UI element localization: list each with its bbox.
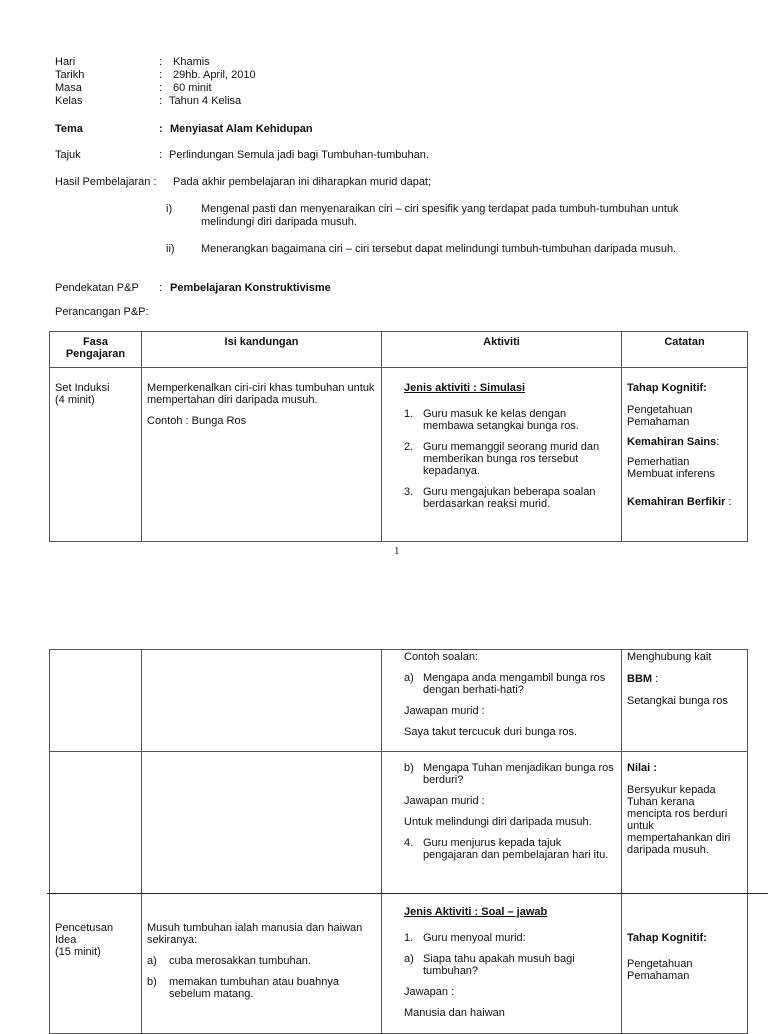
objective-text: Menerangkan bagaimana ciri – ciri tersebut dapat melindungi tumbuh-tumbuhan daripada musuh.	[201, 243, 677, 255]
catatan-cell: Tahap Kognitif: Pengetahuan Pemahaman Kemahiran Sains: Pemerhatian Membuat inferens Kemahiran Berfikir :	[622, 368, 748, 542]
tema-value: Menyiasat Alam Kehidupan	[170, 123, 313, 135]
header-isi: Isi kandungan	[142, 332, 382, 368]
aktiviti-cell: Contoh soalan: a) Mengapa anda mengambil bunga ros dengan berhati-hati? Jawapan murid : Saya takut tercucuk duri bunga ros.	[382, 650, 622, 752]
objective-num: ii)	[166, 243, 175, 255]
objective-num: i)	[166, 203, 173, 215]
masa-label: Masa	[55, 82, 82, 94]
table-row	[50, 752, 748, 894]
lesson-plan-table	[49, 331, 748, 542]
header-fasa: Fasa Pengajaran	[50, 332, 142, 368]
aktiviti-title: Jenis Aktiviti : Soal – jawab	[404, 906, 548, 918]
lesson-plan-table-continued	[49, 649, 748, 1034]
table-header-row	[50, 332, 748, 368]
table-row	[50, 650, 748, 752]
aktiviti-cell: b) Mengapa Tuhan menjadikan bunga ros berduri? Jawapan murid : Untuk melindungi diri daripada musuh. 4. Guru menjurus kepada tajuk pengajaran dan pembelajaran hari itu.	[382, 752, 622, 894]
aktiviti-title: Jenis aktiviti : Simulasi	[404, 382, 526, 394]
aktiviti-cell	[382, 368, 622, 542]
header-aktiviti: Aktiviti	[382, 332, 622, 368]
hari-value: Khamis	[173, 56, 210, 68]
objective-text: Mengenal pasti dan menyenaraikan ciri – ciri spesifik yang terdapat pada tumbuh-tumbuhan untuk melindungi diri daripada musuh.	[201, 203, 679, 228]
tarikh-label: Tarikh	[55, 69, 85, 81]
fasa-cell: Pencetusan Idea (15 minit)	[50, 894, 142, 1034]
isi-cell: Memperkenalkan ciri-ciri khas tumbuhan untuk mempertahan diri daripada musuh. Contoh : Bunga Ros	[142, 368, 382, 542]
isi-cell: Musuh tumbuhan ialah manusia dan haiwan sekiranya: a) cuba merosakkan tumbuhan. b) memakan tumbuhan atau buahnya sebelum matang.	[142, 894, 382, 1034]
masa-value: 60 minit	[173, 82, 212, 94]
table-row	[50, 368, 748, 542]
header-catatan: Catatan	[622, 332, 748, 368]
list-item: 2. Guru memanggil seorang murid dan memberikan bunga ros tersebut kepadanya.	[404, 441, 600, 477]
aktiviti-cell: Jenis Aktiviti : Soal – jawab 1. Guru menyoal murid: a) Siapa tahu apakah musuh bagi tumbuhan? Jawapan : Manusia dan haiwan	[382, 894, 622, 1034]
kelas-label: Kelas	[55, 95, 83, 107]
list-item: 1. Guru masuk ke kelas dengan membawa setangkai bunga ros.	[404, 408, 579, 432]
tajuk-value: Perlindungan Semula jadi bagi Tumbuhan-tumbuhan.	[169, 149, 429, 161]
pendekatan-label: Pendekatan P&P	[55, 282, 139, 294]
hasil-label: Hasil Pembelajaran :	[55, 176, 157, 188]
perancangan-label: Perancangan P&P:	[55, 306, 149, 318]
catatan-cell: Menghubung kait BBM : Setangkai bunga ros	[622, 650, 748, 752]
table-row	[50, 894, 748, 1034]
kelas-value: Tahun 4 Kelisa	[169, 95, 242, 107]
tajuk-label: Tajuk	[55, 149, 81, 161]
catatan-cell: Tahap Kognitif: Pengetahuan Pemahaman	[622, 894, 748, 1034]
hasil-value: Pada akhir pembelajaran ini diharapkan murid dapat;	[173, 176, 432, 188]
pendekatan-value: Pembelajaran Konstruktivisme	[170, 282, 331, 294]
list-item: 3. Guru mengajukan beberapa soalan berdasarkan reaksi murid.	[404, 486, 596, 510]
page-number: 1	[394, 545, 400, 557]
hari-label: Hari	[55, 56, 76, 68]
tarikh-value: 29hb. April, 2010	[173, 69, 256, 81]
catatan-cell: Nilai : Bersyukur kepada Tuhan kerana mencipta ros berduri untuk mempertahankan diri daripada musuh.	[622, 752, 748, 894]
tema-label: Tema	[55, 123, 83, 135]
fasa-cell: Set Induksi (4 minit)	[50, 368, 142, 542]
section-divider	[47, 893, 768, 894]
